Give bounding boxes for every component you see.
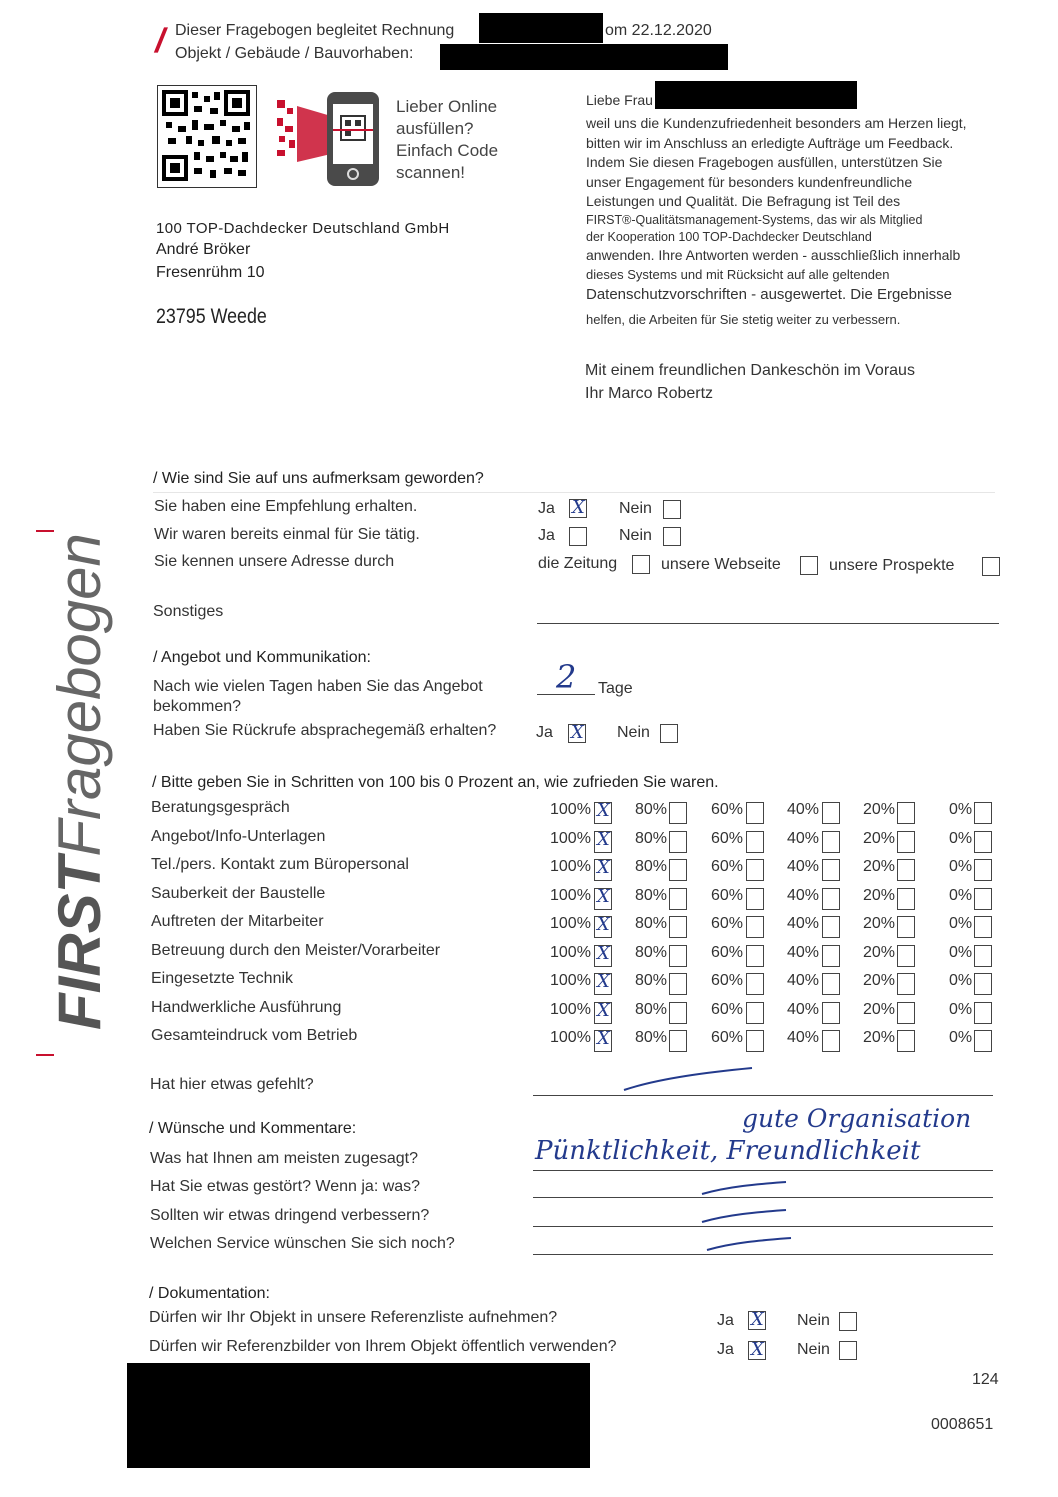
label-nein: Nein: [797, 1312, 830, 1329]
rating-checkbox[interactable]: [746, 1030, 764, 1052]
rating-percent-label: 100%: [550, 915, 591, 932]
qr-prompt: [396, 96, 498, 184]
question-previous-work: Wir waren bereits einmal für Sie tätig.: [154, 526, 420, 543]
rating-checkbox[interactable]: [822, 888, 840, 910]
letter-line: weil uns die Kundenzufriedenheit besonders am Herzen liegt,: [586, 115, 967, 131]
rating-checkbox[interactable]: [974, 831, 992, 853]
invoice-line: Dieser Fragebogen begleitet Rechnung: [175, 22, 455, 39]
checkbox-images-nein[interactable]: [839, 1341, 857, 1360]
side-title-fragebogen: Fragebogen: [46, 533, 113, 857]
handwritten-dash: [705, 1234, 795, 1259]
rating-checkbox[interactable]: [822, 802, 840, 824]
letter-salutation: Liebe Frau: [586, 92, 653, 108]
section-rule: [153, 492, 995, 493]
rating-percent-label: 100%: [550, 858, 591, 875]
checkbox-recommendation-ja[interactable]: [569, 499, 587, 518]
rating-checkbox[interactable]: [897, 888, 915, 910]
rating-percent-label: 0%: [949, 858, 973, 875]
rating-percent-label: 60%: [711, 887, 744, 904]
checkbox-zeitung[interactable]: [632, 555, 650, 574]
side-tick-top: [36, 530, 54, 532]
days-input-line[interactable]: [537, 694, 595, 695]
side-title-first: FIRST: [46, 856, 113, 1030]
label-zeitung: die Zeitung: [538, 555, 618, 572]
rating-checkbox[interactable]: [974, 1030, 992, 1052]
rating-checkbox[interactable]: [594, 859, 612, 881]
rating-percent-label: 60%: [711, 801, 744, 818]
section-2-title-text: Angebot und Kommunikation:: [161, 649, 371, 666]
letter-line: der Kooperation 100 TOP-Dachdecker Deutschland: [586, 229, 872, 244]
rating-percent-label: 20%: [863, 1001, 896, 1018]
question-reference-images: Dürfen wir Referenzbilder von Ihrem Objekt öffentlich verwenden?: [149, 1338, 617, 1355]
rating-checkbox[interactable]: [897, 831, 915, 853]
checkbox-previous-ja[interactable]: [569, 527, 587, 546]
rating-checkbox[interactable]: [897, 1002, 915, 1024]
rating-percent-label: 100%: [550, 944, 591, 961]
checkbox-reference-ja[interactable]: [748, 1311, 766, 1330]
rating-row-label: Gesamteindruck vom Betrieb: [151, 1027, 358, 1044]
handwritten-dash: [700, 1206, 790, 1231]
rating-percent-label: 40%: [787, 858, 820, 875]
qr-prompt-line: Einfach Code: [396, 141, 499, 160]
letter-line: anwenden. Ihre Antworten werden - ausschließlich innerhalb: [586, 246, 961, 263]
label-tage: Tage: [598, 680, 633, 697]
rating-percent-label: 80%: [635, 858, 668, 875]
rating-checkbox[interactable]: [974, 945, 992, 967]
rating-checkbox[interactable]: [822, 859, 840, 881]
rating-percent-label: 80%: [635, 972, 668, 989]
handwritten-comment-1: gute Organisation: [742, 1104, 972, 1133]
rating-checkbox[interactable]: [594, 973, 612, 995]
rating-row-label: Betreuung durch den Meister/Vorarbeiter: [151, 942, 441, 959]
section-3-title-text: Bitte geben Sie in Schritten von 100 bis 0 Prozent an, wie zufrieden Sie waren.: [160, 774, 719, 791]
rating-percent-label: 0%: [949, 944, 973, 961]
rating-checkbox[interactable]: [974, 973, 992, 995]
checkbox-callbacks-ja[interactable]: [568, 724, 586, 743]
address-name: André Bröker: [156, 241, 251, 258]
qr-code: [157, 85, 257, 188]
rating-checkbox[interactable]: [594, 945, 612, 967]
rating-percent-label: 0%: [949, 915, 973, 932]
rating-percent-label: 80%: [635, 1029, 668, 1046]
question-address-source: Sie kennen unsere Adresse durch: [154, 553, 395, 570]
rating-percent-label: 40%: [787, 801, 820, 818]
letter-closing: [585, 359, 915, 405]
rating-checkbox[interactable]: [669, 916, 687, 938]
rating-checkbox[interactable]: [897, 916, 915, 938]
label-webseite: unsere Webseite: [661, 556, 781, 573]
rating-percent-label: 20%: [863, 944, 896, 961]
rating-percent-label: 40%: [787, 887, 820, 904]
rating-percent-label: 0%: [949, 1001, 973, 1018]
rating-percent-label: 20%: [863, 915, 896, 932]
rating-percent-label: 80%: [635, 830, 668, 847]
question-offer-days-1: Nach wie vielen Tagen haben Sie das Angebot: [153, 678, 483, 695]
rating-percent-label: 80%: [635, 887, 668, 904]
closing-thanks: Mit einem freundlichen Dankeschön im Voraus: [585, 362, 915, 379]
label-ja: Ja: [717, 1341, 734, 1358]
question-improve: Sollten wir etwas dringend verbessern?: [150, 1207, 430, 1224]
question-disturbed: Hat Sie etwas gestört? Wenn ja: was?: [150, 1178, 421, 1195]
redacted-footer: [127, 1363, 590, 1468]
rating-checkbox[interactable]: [746, 916, 764, 938]
form-code: 0008651: [931, 1416, 994, 1433]
rating-percent-label: 40%: [787, 944, 820, 961]
rating-percent-label: 60%: [711, 1029, 744, 1046]
rating-checkbox[interactable]: [746, 945, 764, 967]
rating-checkbox[interactable]: [822, 1002, 840, 1024]
address-block: [156, 218, 450, 283]
rating-checkbox[interactable]: [746, 888, 764, 910]
page-number: 124: [972, 1371, 999, 1388]
rating-percent-label: 0%: [949, 830, 973, 847]
rating-checkbox[interactable]: [594, 916, 612, 938]
rating-percent-label: 20%: [863, 801, 896, 818]
sonstiges-input-line[interactable]: [537, 623, 999, 624]
rating-percent-label: 0%: [949, 1029, 973, 1046]
rating-checkbox[interactable]: [897, 973, 915, 995]
question-missing: Hat hier etwas gefehlt?: [150, 1076, 314, 1093]
rating-row-label: Auftreten der Mitarbeiter: [151, 913, 324, 930]
section-4-title-text: Wünsche und Kommentare:: [157, 1120, 357, 1137]
label-sonstiges: Sonstiges: [153, 603, 224, 620]
rating-checkbox[interactable]: [746, 831, 764, 853]
side-tick-bottom: [36, 1054, 54, 1056]
missing-input-line[interactable]: [533, 1095, 993, 1096]
rating-percent-label: 100%: [550, 887, 591, 904]
rating-checkbox[interactable]: [974, 916, 992, 938]
rating-checkbox[interactable]: [822, 973, 840, 995]
rating-checkbox[interactable]: [669, 802, 687, 824]
rating-percent-label: 60%: [711, 915, 744, 932]
rating-checkbox[interactable]: [974, 802, 992, 824]
rating-checkbox[interactable]: [897, 945, 915, 967]
label-ja: Ja: [536, 724, 553, 741]
checkbox-reference-nein[interactable]: [839, 1312, 857, 1331]
rating-percent-label: 100%: [550, 1001, 591, 1018]
question-offer-days-2: bekommen?: [153, 698, 242, 715]
question-service: Welchen Service wünschen Sie sich noch?: [150, 1235, 455, 1252]
rating-percent-label: 80%: [635, 915, 668, 932]
checkbox-recommendation-nein[interactable]: [663, 500, 681, 519]
qr-prompt-line: ausfüllen?: [396, 119, 474, 138]
redacted-recipient-name: [655, 81, 857, 109]
question-recommendation: Sie haben eine Empfehlung erhalten.: [154, 498, 418, 515]
handwritten-days: 2: [556, 658, 577, 696]
qr-prompt-line: scannen!: [396, 163, 465, 182]
checkbox-callbacks-nein[interactable]: [660, 724, 678, 743]
rating-checkbox[interactable]: [594, 1030, 612, 1052]
header-slash: /: [151, 22, 170, 60]
section-1-title-text: Wie sind Sie auf uns aufmerksam geworden?: [161, 470, 484, 487]
rating-checkbox[interactable]: [897, 859, 915, 881]
checkbox-prospekte[interactable]: [982, 557, 1000, 576]
rating-checkbox[interactable]: [669, 1030, 687, 1052]
label-nein: Nein: [619, 500, 652, 517]
rating-checkbox[interactable]: [897, 1030, 915, 1052]
rating-checkbox[interactable]: [746, 973, 764, 995]
closing-signature: Ihr Marco Robertz: [585, 385, 714, 402]
label-ja: Ja: [538, 527, 555, 544]
rating-row-label: Sauberkeit der Baustelle: [151, 885, 326, 902]
rating-percent-label: 40%: [787, 972, 820, 989]
rating-checkbox[interactable]: [746, 1002, 764, 1024]
rating-checkbox[interactable]: [594, 1002, 612, 1024]
rating-percent-label: 100%: [550, 1029, 591, 1046]
rating-checkbox[interactable]: [822, 945, 840, 967]
section-5-title-text: Dokumentation:: [157, 1285, 270, 1302]
object-label: Objekt / Gebäude / Bauvorhaben:: [175, 45, 414, 62]
label-prospekte: unsere Prospekte: [829, 557, 955, 574]
rating-checkbox[interactable]: [974, 859, 992, 881]
rating-percent-label: 20%: [863, 972, 896, 989]
handwritten-dash: [700, 1178, 790, 1203]
rating-percent-label: 60%: [711, 972, 744, 989]
checkbox-previous-nein[interactable]: [663, 527, 681, 546]
section-5-title: / Dokumentation:: [149, 1285, 270, 1302]
letter-line: Leistungen und Qualität. Die Befragung ist Teil des: [586, 193, 901, 209]
liked-input-line[interactable]: [533, 1170, 993, 1171]
rating-percent-label: 80%: [635, 1001, 668, 1018]
rating-checkbox[interactable]: [669, 831, 687, 853]
label-ja: Ja: [717, 1312, 734, 1329]
handwritten-dash: [620, 1064, 760, 1099]
rating-checkbox[interactable]: [669, 888, 687, 910]
rating-percent-label: 20%: [863, 830, 896, 847]
letter-line: Indem Sie diesen Fragebogen ausfüllen, unterstützen Sie: [586, 154, 943, 170]
rating-checkbox[interactable]: [594, 831, 612, 853]
rating-row-label: Tel./pers. Kontakt zum Büropersonal: [151, 856, 409, 873]
letter-line: Datenschutzvorschriften - ausgewertet. Die Ergebnisse: [586, 285, 953, 303]
address-company: 100 TOP-Dachdecker Deutschland GmbH: [156, 220, 450, 237]
label-nein: Nein: [797, 1341, 830, 1358]
letter-line: helfen, die Arbeiten für Sie stetig weiter zu verbessern.: [586, 312, 901, 327]
rating-percent-label: 100%: [550, 801, 591, 818]
rating-checkbox[interactable]: [746, 802, 764, 824]
rating-checkbox[interactable]: [897, 802, 915, 824]
rating-checkbox[interactable]: [669, 859, 687, 881]
rating-percent-label: 20%: [863, 887, 896, 904]
rating-row-label: Eingesetzte Technik: [151, 970, 294, 987]
rating-percent-label: 40%: [787, 830, 820, 847]
rating-percent-label: 0%: [949, 801, 973, 818]
rating-checkbox[interactable]: [669, 973, 687, 995]
letter-line: unser Engagement für besonders kundenfreundliche: [586, 173, 913, 190]
handwritten-comment-2: Pünktlichkeit, Freundlichkeit: [535, 1136, 921, 1166]
invoice-date: om 22.12.2020: [605, 22, 712, 39]
label-nein: Nein: [617, 724, 650, 741]
rating-checkbox[interactable]: [974, 1002, 992, 1024]
letter-body: [586, 114, 967, 330]
rating-percent-label: 20%: [863, 858, 896, 875]
rating-checkbox[interactable]: [822, 1030, 840, 1052]
redacted-object: [440, 44, 728, 70]
rating-checkbox[interactable]: [974, 888, 992, 910]
letter-line: dieses Systems und mit Rücksicht auf alle geltenden: [586, 267, 890, 282]
section-1-title: / Wie sind Sie auf uns aufmerksam geworden?: [153, 470, 484, 487]
rating-checkbox[interactable]: [669, 945, 687, 967]
rating-checkbox[interactable]: [594, 888, 612, 910]
rating-percent-label: 100%: [550, 830, 591, 847]
section-3-title: / Bitte geben Sie in Schritten von 100 bis 0 Prozent an, wie zufrieden Sie waren.: [152, 774, 719, 791]
section-2-title: / Angebot und Kommunikation:: [153, 649, 371, 666]
rating-percent-label: 0%: [949, 972, 973, 989]
rating-percent-label: 100%: [550, 972, 591, 989]
address-street: Fresenrühm 10: [156, 264, 265, 281]
rating-percent-label: 20%: [863, 1029, 896, 1046]
rating-percent-label: 60%: [711, 830, 744, 847]
rating-checkbox[interactable]: [746, 859, 764, 881]
question-reference-list: Dürfen wir Ihr Objekt in unsere Referenzliste aufnehmen?: [149, 1309, 558, 1326]
rating-row-label: Handwerkliche Ausführung: [151, 999, 342, 1016]
rating-percent-label: 60%: [711, 944, 744, 961]
rating-percent-label: 0%: [949, 887, 973, 904]
rating-row-label: Angebot/Info-Unterlagen: [151, 828, 326, 845]
rating-percent-label: 80%: [635, 944, 668, 961]
rating-checkbox[interactable]: [822, 831, 840, 853]
letter-line: FIRST®-Qualitätsmanagement-Systems, das wir als Mitglied: [586, 212, 923, 227]
label-nein: Nein: [619, 527, 652, 544]
letter-line: bitten wir im Anschluss an erledigte Aufträge um Feedback.: [586, 134, 954, 151]
rating-percent-label: 60%: [711, 1001, 744, 1018]
rating-checkbox[interactable]: [822, 916, 840, 938]
rating-percent-label: 80%: [635, 801, 668, 818]
scan-graphic: [273, 90, 383, 190]
checkbox-images-ja[interactable]: [748, 1341, 766, 1360]
address-city: 23795 Weede: [156, 305, 267, 328]
question-callbacks: Haben Sie Rückrufe absprachegemäß erhalten?: [153, 722, 497, 739]
label-ja: Ja: [538, 500, 555, 517]
rating-percent-label: 40%: [787, 1001, 820, 1018]
qr-prompt-line: Lieber Online: [396, 97, 498, 116]
rating-percent-label: 40%: [787, 915, 820, 932]
question-liked: Was hat Ihnen am meisten zugesagt?: [150, 1150, 418, 1167]
rating-checkbox[interactable]: [669, 1002, 687, 1024]
side-title: [40, 533, 120, 1030]
rating-percent-label: 60%: [711, 858, 744, 875]
checkbox-webseite[interactable]: [800, 556, 818, 575]
rating-checkbox[interactable]: [594, 802, 612, 824]
rating-percent-label: 40%: [787, 1029, 820, 1046]
section-4-title: / Wünsche und Kommentare:: [149, 1120, 357, 1137]
redacted-invoice-number: [479, 13, 603, 43]
rating-row-label: Beratungsgespräch: [151, 799, 290, 816]
